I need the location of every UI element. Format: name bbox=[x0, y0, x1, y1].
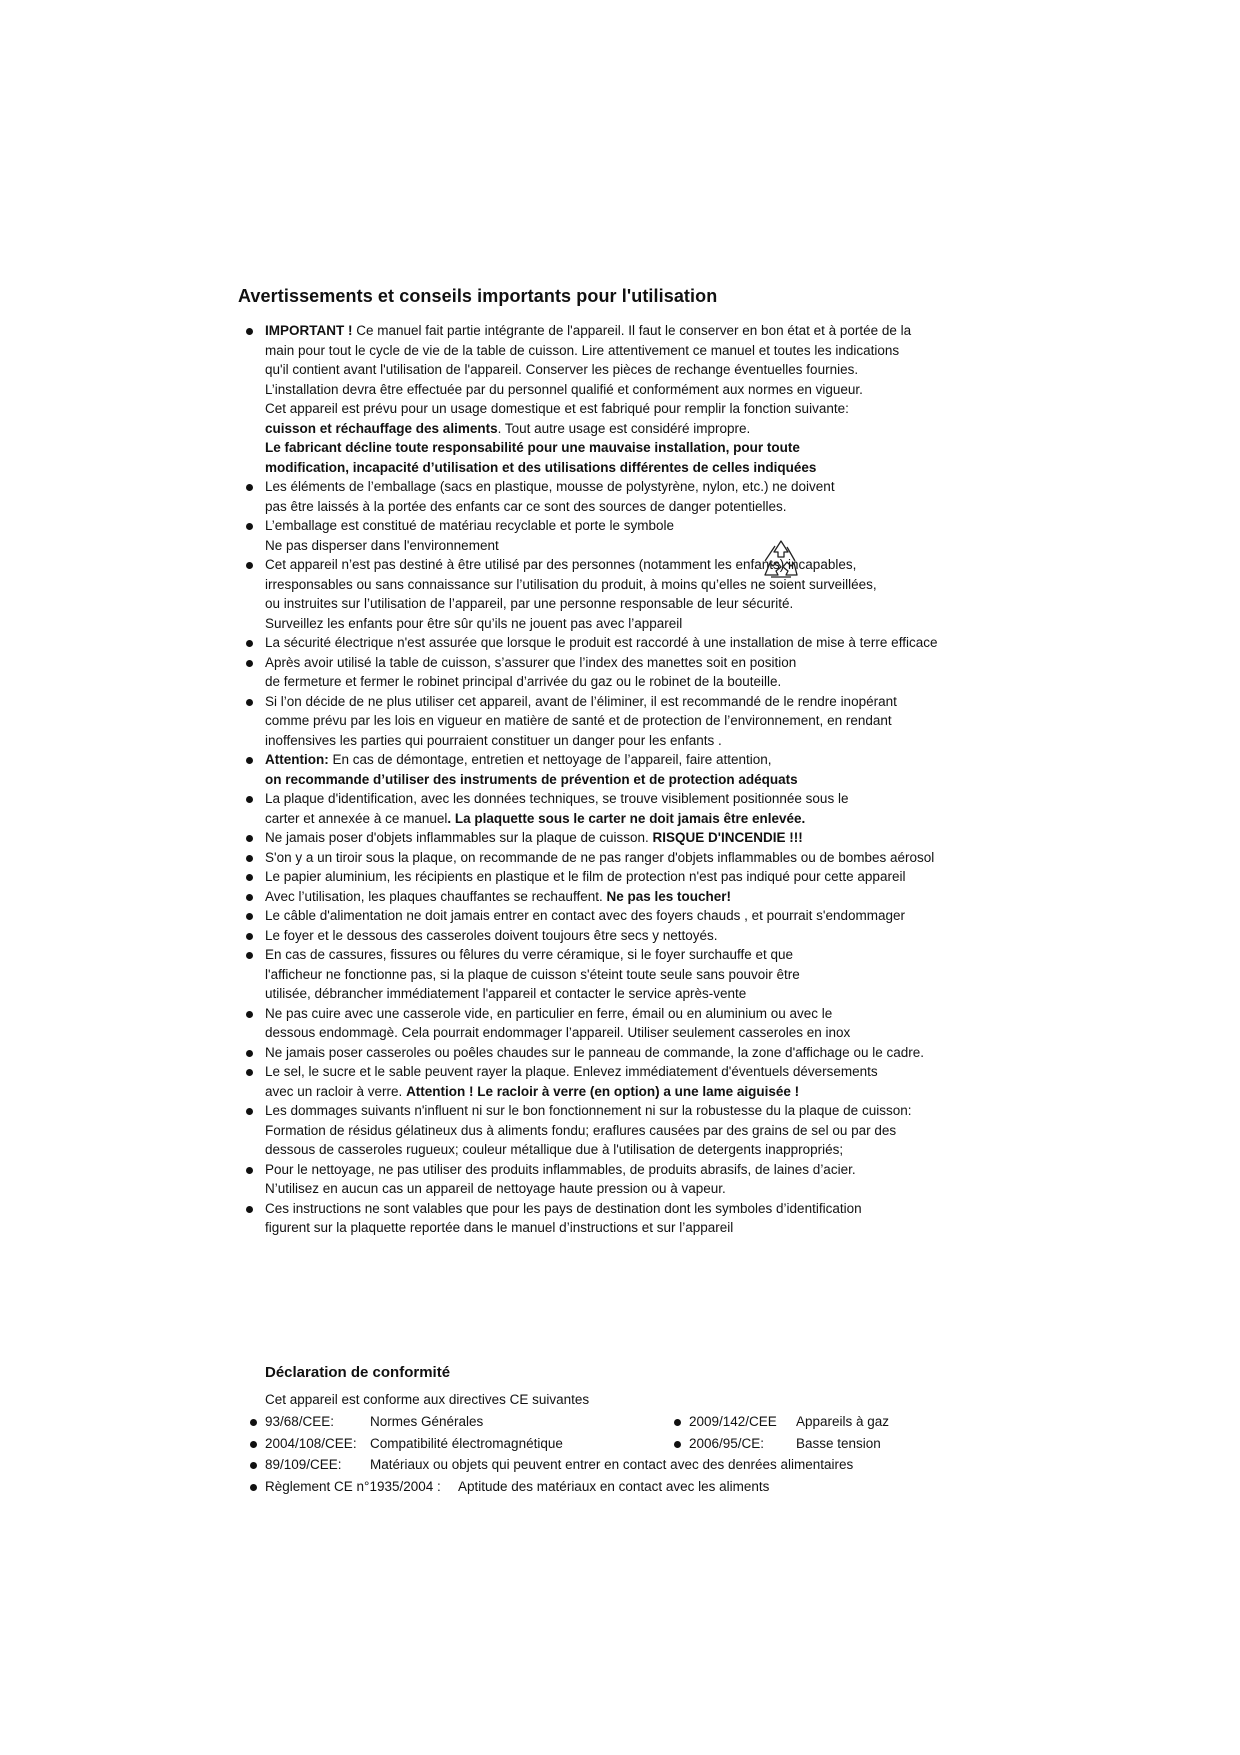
text: dessous de casseroles rugueux; couleur métallique due à l'utilisation de detergents inappropriés; bbox=[265, 1142, 844, 1157]
text: comme prévu par les lois en vigueur en matière de santé et de protection de l’environnement, en rendant bbox=[265, 713, 892, 728]
text: carter et annexée à ce manuel bbox=[265, 810, 448, 826]
text: Si l’on décide de ne plus utiliser cet appareil, avant de l’éliminer, il est recommandé de le rendre inopérant bbox=[265, 693, 897, 709]
bullet-icon bbox=[246, 562, 253, 569]
text: Ne pas cuire avec une casserole vide, en particulier en ferre, émail ou en aluminium ou avec le bbox=[265, 1005, 833, 1021]
bullet-icon bbox=[246, 484, 253, 491]
bullet-icon bbox=[246, 874, 253, 881]
bold-text: Attention: bbox=[265, 752, 333, 767]
text: figurent sur la plaquette reportée dans le manuel d’instructions et sur l’appareil bbox=[265, 1220, 734, 1235]
bullet-icon bbox=[246, 1206, 253, 1213]
text: de fermeture et fermer le robinet principal d’arrivée du gaz ou le robinet de la bouteille. bbox=[265, 674, 782, 689]
bullet-icon bbox=[246, 796, 253, 803]
text: L’emballage est constitué de matériau recyclable et porte le symbole bbox=[265, 518, 674, 533]
bullet-icon bbox=[246, 1108, 253, 1115]
bold-text: cuisson et réchauffage des aliments bbox=[265, 420, 498, 436]
bullet-icon bbox=[246, 1050, 253, 1057]
directive-description: Normes Générales bbox=[370, 1414, 484, 1429]
directive-code: 93/68/CEE: bbox=[265, 1414, 335, 1429]
text: pas être laissés à la portée des enfants car ce sont des sources de danger potentielles. bbox=[265, 498, 787, 514]
bullet-icon bbox=[246, 660, 253, 667]
bullet-icon bbox=[674, 1441, 681, 1448]
text: Le câble d'alimentation ne doit jamais entrer en contact avec des foyers chauds , et pourrait s'endommager bbox=[265, 908, 906, 923]
text: Le foyer et le dessous des casseroles doivent toujours être secs y nettoyés. bbox=[265, 927, 718, 943]
bullet-icon bbox=[246, 757, 253, 764]
text: ou instruites sur l’utilisation de l’appareil, par une personne responsable de leur sécurité. bbox=[265, 596, 794, 611]
bullet-icon bbox=[246, 328, 253, 335]
text: l'afficheur ne fonctionne pas, si la plaque de cuisson s'éteint toute seule sans pouvoir être bbox=[265, 966, 800, 982]
text: Ne jamais poser d'objets inflammables sur la plaque de cuisson. bbox=[265, 830, 653, 845]
text: inoffensives les parties qui pourraient constituer un danger pour les enfants . bbox=[265, 732, 722, 748]
text: . Tout autre usage est considéré impropre. bbox=[497, 420, 751, 436]
text: Cet appareil est prévu pour un usage domestique et est fabriqué pour remplir la fonction suivante: bbox=[265, 401, 849, 416]
text: N’utilisez en aucun cas un appareil de nettoyage haute pression ou à vapeur. bbox=[265, 1181, 726, 1196]
bullet-icon bbox=[246, 835, 253, 842]
bold-text: modification, incapacité d’utilisation et des utilisations différentes de celles indiquées bbox=[265, 459, 817, 475]
text: Après avoir utilisé la table de cuisson, s’assurer que l’index des manettes soit en position bbox=[265, 654, 797, 670]
bullet-icon bbox=[250, 1419, 257, 1426]
text: main pour tout le cycle de vie de la table de cuisson. Lire attentivement ce manuel et toutes les indications bbox=[265, 342, 900, 358]
bullet-icon bbox=[674, 1419, 681, 1426]
directive-description: Aptitude des matériaux en contact avec les aliments bbox=[458, 1478, 770, 1494]
declaration-subtitle: Cet appareil est conforme aux directives CE suivantes bbox=[265, 1392, 590, 1407]
recycle-icon bbox=[757, 537, 805, 581]
directive-description: Appareils à gaz bbox=[796, 1414, 890, 1429]
text: Le sel, le sucre et le sable peuvent rayer la plaque. Enlevez immédiatement d'éventuels déversements bbox=[265, 1064, 878, 1079]
page-title: Avertissements et conseils importants pour l'utilisation bbox=[238, 286, 718, 306]
bullet-icon bbox=[246, 855, 253, 862]
directive-code: Règlement CE n°1935/2004 : bbox=[265, 1478, 441, 1494]
text: Ne pas disperser dans l'environnement bbox=[265, 537, 499, 553]
bullet-icon bbox=[246, 523, 253, 530]
bold-text: Attention ! Le racloir à verre (en option) a une lame aiguisée ! bbox=[406, 1083, 800, 1099]
text: L’installation devra être effectuée par du personnel qualifié et conformément aux normes en vigueur. bbox=[265, 381, 863, 397]
directive-description: Basse tension bbox=[796, 1435, 881, 1451]
text: Ce manuel fait partie intégrante de l'appareil. Il faut le conserver en bon état et à portée de la bbox=[356, 323, 912, 338]
bullet-icon bbox=[246, 1069, 253, 1076]
bullet-icon bbox=[246, 1167, 253, 1174]
text: Cet appareil n’est pas destiné à être utilisé par des personnes (notamment les enfants) incapables, bbox=[265, 557, 857, 572]
bullet-icon bbox=[250, 1462, 257, 1469]
bullet-icon bbox=[246, 913, 253, 920]
bold-text: on recommande d’utiliser des instruments de prévention et de protection adéquats bbox=[265, 771, 798, 787]
directive-code: 2004/108/CEE: bbox=[265, 1435, 357, 1451]
bold-text: Ne pas les toucher! bbox=[606, 888, 732, 904]
text: Pour le nettoyage, ne pas utiliser des produits inflammables, de produits abrasifs, de laines d’acier. bbox=[265, 1161, 856, 1177]
text: Formation de résidus gélatineux dus à aliments fondu; eraflures causées par des grains de sel ou par des bbox=[265, 1122, 897, 1138]
directive-code: 89/109/CEE: bbox=[265, 1457, 342, 1473]
warning-line bbox=[265, 1217, 733, 1239]
bullet-icon bbox=[246, 1011, 253, 1018]
text: S'on y a un tiroir sous la plaque, on recommande de ne pas ranger d'objets inflammables ou de bombes aérosol bbox=[265, 849, 935, 865]
text: La plaque d'identification, avec les données techniques, se trouve visiblement positionnée sous le bbox=[265, 791, 849, 806]
bold-text: . La plaquette sous le carter ne doit jamais être enlevée. bbox=[447, 810, 806, 826]
text: qu'il contient avant l'utilisation de l'appareil. Conserver les pièces de rechange éventuelles fournies. bbox=[265, 362, 859, 377]
directive-description: Compatibilité électromagnétique bbox=[370, 1435, 563, 1451]
text: utilisée, débrancher immédiatement l'appareil et contacter le service après-vente bbox=[265, 986, 747, 1001]
text: En cas de démontage, entretien et nettoyage de l’appareil, faire attention, bbox=[332, 752, 772, 767]
text: Les dommages suivants n'influent ni sur le bon fonctionnement ni sur la robustesse du la plaque de cuisson: bbox=[265, 1103, 912, 1118]
text: dessous endommagè. Cela pourrait endommager l’appareil. Utiliser seulement casseroles en inox bbox=[265, 1025, 851, 1040]
bullet-icon bbox=[246, 933, 253, 940]
directive-description: Matériaux ou objets qui peuvent entrer en contact avec des denrées alimentaires bbox=[370, 1457, 854, 1473]
bullet-icon bbox=[246, 952, 253, 959]
bullet-icon bbox=[246, 699, 253, 706]
text: Ces instructions ne sont valables que pour les pays de destination dont les symboles d’identification bbox=[265, 1200, 862, 1216]
text: Les éléments de l’emballage (sacs en plastique, mousse de polystyrène, nylon, etc.) ne doivent bbox=[265, 479, 835, 494]
text: La sécurité électrique n'est assurée que lorsque le produit est raccordé à une installation de mise à terre efficace bbox=[265, 635, 938, 650]
directive-code: 2006/95/CE: bbox=[689, 1435, 765, 1451]
directive-code: 2009/142/CEE bbox=[689, 1414, 777, 1429]
bullet-icon bbox=[246, 894, 253, 901]
bold-text: RISQUE D'INCENDIE !!! bbox=[652, 830, 803, 845]
text: En cas de cassures, fissures ou fêlures du verre céramique, si le foyer surchauffe et que bbox=[265, 947, 794, 962]
bullet-icon bbox=[250, 1441, 257, 1448]
declaration-title: Déclaration de conformité bbox=[265, 1364, 451, 1381]
text: Ne jamais poser casseroles ou poêles chaudes sur le panneau de commande, la zone d'affichage ou le cadre. bbox=[265, 1044, 924, 1060]
text: irresponsables ou sans connaissance sur l’utilisation du produit, à moins qu’elles ne soient surveillées, bbox=[265, 576, 877, 592]
bold-text: Le fabricant décline toute responsabilité pour une mauvaise installation, pour toute bbox=[265, 440, 800, 455]
text: Avec l’utilisation, les plaques chauffantes se rechauffent. bbox=[265, 888, 607, 904]
text: Surveillez les enfants pour être sûr qu’ils ne jouent pas avec l’appareil bbox=[265, 615, 683, 631]
text: avec un racloir à verre. bbox=[265, 1083, 407, 1099]
bullet-icon bbox=[250, 1484, 257, 1491]
bold-text: IMPORTANT ! bbox=[265, 323, 357, 338]
bullet-icon bbox=[246, 640, 253, 647]
text: Le papier aluminium, les récipients en plastique et le film de protection n'est pas indiqué pour cette appareil bbox=[265, 869, 906, 884]
